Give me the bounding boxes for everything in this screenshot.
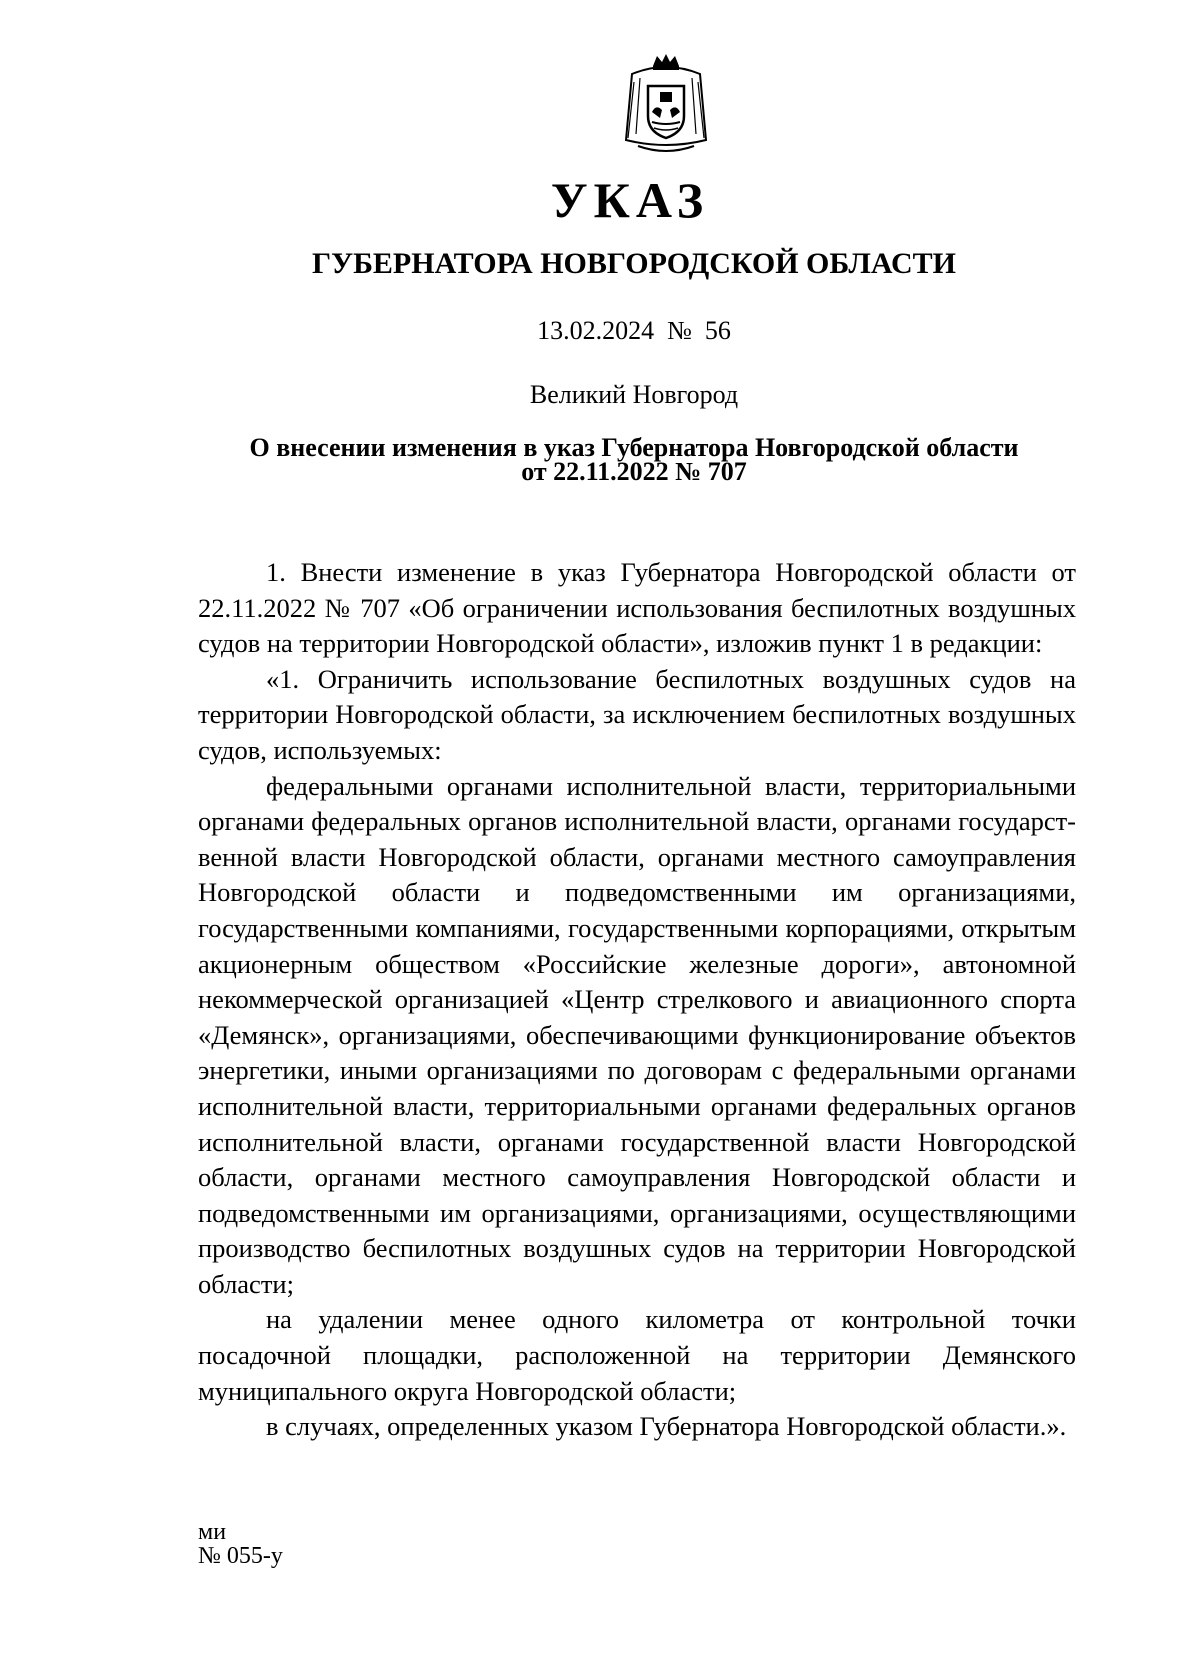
- document-type-title: УКАЗ: [550, 172, 710, 228]
- document-footer: [198, 1520, 283, 1568]
- document-body: [198, 555, 1076, 1445]
- registration-number: № 055-у: [198, 1543, 283, 1569]
- body-paragraph: 1. Внести изменение в указ Губернатора Новгородской области от 22.11.2022 № 707 «Об ограничении использования беспилотных воздушных судов на территории Новгородской области», изложив пункт 1 в редакции:: [198, 557, 1076, 659]
- body-paragraph: «1. Ограничить использование беспилотных воздушных судов на территории Новгородской области, за исключением беспилотных воздушных судов, используемых:: [198, 663, 1076, 765]
- subject-line-2: от 22.11.2022 № 707: [521, 457, 747, 486]
- body-paragraph: в случаях, определенных указом Губернатора Новгородской области.».: [266, 1411, 1067, 1442]
- body-paragraph: на удалении менее одного километра от контрольной точки посадочной площадки, расположенной на территории Демянского муниципального округа Новгородской области;: [198, 1304, 1076, 1406]
- subject-line-1: О внесении изменения в указ Губернатора Новгородской области: [249, 433, 1019, 462]
- coat-of-arms-icon: [620, 52, 712, 156]
- body-paragraph: федеральными органами исполнительной власти, территориальными органами федеральных органов исполнительной власти, органами государст-венной власти Новгородской области, органами местного самоуправления Новгородской области и подведомственными им организациями, государственными компаниями, государственными корпорациями, открытым акционерным обществом «Российские железные дороги», автономной некоммерческой организацией «Центр стрелкового и авиационного спорта «Демянск», организациями, обеспечивающими функционирование объектов энергетики, иными организациями по договорам с федеральными органами исполнительной власти, территориальными органами федеральных органов исполнительной власти, органами государственной власти Новгородской области, органами местного самоуправления Новгородской области и подведомственными им организациями, организациями, осуществляющими производство беспилотных воздушных судов на территории Новгородской области;: [198, 770, 1076, 1299]
- document-subject: [0, 433, 1200, 486]
- executor-initials: ми: [198, 1519, 227, 1545]
- date-and-number: 13.02.2024 № 56: [537, 316, 731, 345]
- issuer-title: ГУБЕРНАТОРА НОВГОРОДСКОЙ ОБЛАСТИ: [311, 247, 957, 280]
- place-of-issue: Великий Новгород: [529, 380, 739, 409]
